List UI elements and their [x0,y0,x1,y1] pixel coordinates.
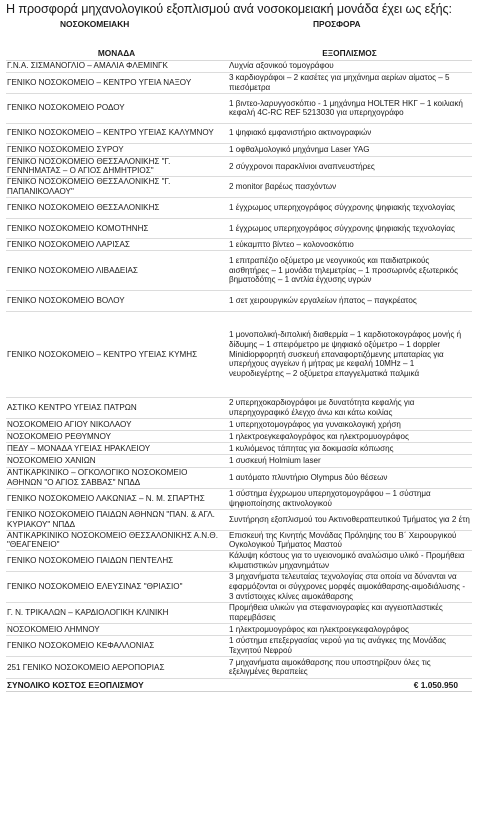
super-header-left: ΝΟΣΟΚΟΜΕΙΑΚΗ [60,19,130,29]
table-row [6,177,472,198]
equipment-cell: 1 επιτραπέζιο οξύμετρο με νεογνικούς και παιδιατρικούς αισθητήρες – 1 μονάδα τηλεμετρίας – 1 προσωρινός εξωτερικός βηματοδότης – 1 αντλία έγχυσης υγρών [227,251,472,291]
equipment-cell: 1 σετ χειρουργικών εργαλείων ήπατος – παγκρέατος [227,291,472,312]
hospital-unit-cell: ΓΕΝΙΚΟ ΝΟΣΟΚΟΜΕΙΟ ΘΕΣΣΑΛΟΝΙΚΗΣ "Γ. ΠΑΠΑΝΙΚΟΛΑΟΥ" [6,177,227,198]
hospital-unit-cell: ΓΕΝΙΚΟ ΝΟΣΟΚΟΜΕΙΟ ΚΕΦΑΛΛΟΝΙΑΣ [6,635,227,656]
equipment-cell: 2 monitor βαρέως πασχόντων [227,177,472,198]
equipment-cell: 1 σύστημα έγχρωμου υπερηχοτομογράφου – 1 σύστημα ψηφιοποίησης ακτινολογικού [227,489,472,509]
hospital-unit-cell: 251 ΓΕΝΙΚΟ ΝΟΣΟΚΟΜΕΙΟ ΑΕΡΟΠΟΡΙΑΣ [6,656,227,678]
equipment-cell: 1 σύστημα επεξεργασίας νερού για τις ανάγκες της Μονάδας Τεχνητού Νεφρού [227,635,472,656]
table-row [6,72,472,93]
table-row [6,312,472,398]
hospital-unit-cell: ΓΕΝΙΚΟ ΝΟΣΟΚΟΜΕΙΟ ΒΟΛΟΥ [6,291,227,312]
hospital-unit-cell: ΓΕΝΙΚΟ ΝΟΣΟΚΟΜΕΙΟ – ΚΕΝΤΡΟ ΥΓΕΙΑ ΝΑΞΟΥ [6,72,227,93]
hospital-unit-cell: ΑΝΤΙΚΑΡΚΙΝΙΚΟ ΝΟΣΟΚΟΜΕΙΟ ΘΕΣΣΑΛΟΝΙΚΗΣ Α.Ν.Θ. "ΘΕΑΓΕΝΕΙΟ" [6,530,227,550]
hospital-unit-cell: Γ.Ν.Α. ΣΙΣΜΑΝΟΓΛΙΟ – ΑΜΑΛΙΑ ΦΛΕΜΙΝΓΚ [6,60,227,72]
table-row [6,550,472,571]
equipment-cell: 2 υπερηχοκαρδιογράφοι με δυνατότητα κεφαλής για υπερηχογραφικό έλεγχο άνω και κάτω κοιλίας [227,398,472,419]
column-header-unit: ΜΟΝΑΔΑ [6,47,227,60]
hospital-unit-cell: ΓΕΝΙΚΟ ΝΟΣΟΚΟΜΕΙΟ ΘΕΣΣΑΛΟΝΙΚΗΣ "Γ. ΓΕΝΝΗΜΑΤΑΣ – Ο ΑΓΙΟΣ ΔΗΜΗΤΡΙΟΣ" [6,156,227,176]
table-row [6,635,472,656]
super-header-right: ΠΡΟΣΦΟΡΑ [313,19,361,29]
equipment-cell: 3 καρδιογράφοι – 2 κασέτες για μηχάνημα αερίων αίματος – 5 πιεσόμετρα [227,72,472,93]
table-row [6,509,472,530]
hospital-unit-cell: Γ. Ν. ΤΡΙΚΑΛΩΝ – ΚΑΡΔΙΟΛΟΓΙΚΗ ΚΛΙΝΙΚΗ [6,602,227,623]
hospital-unit-cell: ΓΕΝΙΚΟ ΝΟΣΟΚΟΜΕΙΟ ΡΟΔΟΥ [6,93,227,123]
table-row [6,219,472,239]
table-row [6,239,472,251]
equipment-cell: 1 ηλεκτροεγκεφαλογράφος και ηλεκτρομυογράφος [227,431,472,443]
equipment-cell: 1 μονοπολική-διπολική διαθερμία – 1 καρδιοτοκογράφος μονής ή δίδυμης – 1 σπειρόμετρο με ψηφιακό οξύμετρο – 1 doppler Minidiopφορητή συσκευή επαναφορτιζόμενης μπαταρίας για υπερήχους αγγείων ή μήτρας με κεφαλή 10MHz – 1 νευροδιεγέρτης – 2 οξύμετρα επαγγελματικά παλμικά [227,312,472,398]
hospital-unit-cell: ΑΝΤΙΚΑΡΚΙΝΙΚΟ – ΟΓΚΟΛΟΓΙΚΟ ΝΟΣΟΚΟΜΕΙΟ ΑΘΗΝΩΝ "Ο ΑΓΙΟΣ ΣΑΒΒΑΣ" ΝΠΔΔ [6,468,227,489]
equipment-cell: 1 έγχρωμος υπερηχογράφος σύγχρονης ψηφιακής τεχνολογίας [227,198,472,219]
total-row [6,678,472,691]
hospital-unit-cell: ΝΟΣΟΚΟΜΕΙΟ ΡΕΘΥΜΝΟΥ [6,431,227,443]
table-row [6,489,472,509]
hospital-unit-cell: ΓΕΝΙΚΟ ΝΟΣΟΚΟΜΕΙΟ ΣΥΡΟΥ [6,143,227,156]
table-row [6,123,472,143]
hospital-unit-cell: ΠΕΔΥ – ΜΟΝΑΔΑ ΥΓΕΙΑΣ ΗΡΑΚΛΕΙΟΥ [6,443,227,455]
table-row [6,571,472,602]
hospital-unit-cell: ΓΕΝΙΚΟ ΝΟΣΟΚΟΜΕΙΟ ΛΑΡΙΣΑΣ [6,239,227,251]
hospital-unit-cell: ΝΟΣΟΚΟΜΕΙΟ ΛΗΜΝΟΥ [6,623,227,635]
table-header-row [6,47,472,60]
table-row [6,398,472,419]
table-row [6,602,472,623]
equipment-cell: Προμήθεια υλικών για στεφανιογραφίες και αγγειοπλαστικές παρεμβάσεις [227,602,472,623]
table-row [6,93,472,123]
hospital-unit-cell: ΓΕΝΙΚΟ ΝΟΣΟΚΟΜΕΙΟ – ΚΕΝΤΡΟ ΥΓΕΙΑΣ ΚΥΜΗΣ [6,312,227,398]
table-row [6,455,472,468]
equipment-cell: 1 υπερηχοτομογράφος για γυναικολογική χρήση [227,419,472,431]
equipment-cell: 3 μηχανήματα τελευταίας τεχνολογίας στα οποία να δύνανται να εφαρμόζονται οι σύγχρονες μορφές αιμοκάθαρσης-αιμοδιάλυσης - 3 αντίστοιχες κλίνες αιμοκάθαρσης [227,571,472,602]
table-row [6,656,472,678]
hospital-unit-cell: ΓΕΝΙΚΟ ΝΟΣΟΚΟΜΕΙΟ ΘΕΣΣΑΛΟΝΙΚΗΣ [6,198,227,219]
table-row [6,251,472,291]
hospital-unit-cell: ΓΕΝΙΚΟ ΝΟΣΟΚΟΜΕΙΟ ΠΑΙΔΩΝ ΑΘΗΝΩΝ "ΠΑΝ. & ΑΓΛ. ΚΥΡΙΑΚΟΥ" ΝΠΔΔ [6,509,227,530]
hospital-unit-cell: ΓΕΝΙΚΟ ΝΟΣΟΚΟΜΕΙΟ ΠΑΙΔΩΝ ΠΕΝΤΕΛΗΣ [6,550,227,571]
equipment-cell: 1 βιντεο-λαρυγγοσκόπιο - 1 μηχάνημα HOLTER ΗΚΓ – 1 κοιλιακή κεφαλή 4C-RC REF 5213030 για υπερηχογράφο [227,93,472,123]
hospital-unit-cell: ΑΣΤΙΚΟ ΚΕΝΤΡΟ ΥΓΕΙΑΣ ΠΑΤΡΩΝ [6,398,227,419]
total-value: € 1.050.950 [227,678,472,691]
table-row [6,60,472,72]
table-row [6,623,472,635]
column-header-equipment: ΕΞΟΠΛΙΣΜΟΣ [227,47,472,60]
hospital-unit-cell: ΓΕΝΙΚΟ ΝΟΣΟΚΟΜΕΙΟ ΛΑΚΩΝΙΑΣ – Ν. Μ. ΣΠΑΡΤΗΣ [6,489,227,509]
table-row [6,530,472,550]
equipment-cell: 1 αυτόματο πλυντήριο Olympus δύο θέσεων [227,468,472,489]
table-row [6,156,472,176]
table-body [6,60,472,678]
hospital-unit-cell: ΓΕΝΙΚΟ ΝΟΣΟΚΟΜΕΙΟ ΚΟΜΟΤΗΝΗΣ [6,219,227,239]
hospital-unit-cell: ΓΕΝΙΚΟ ΝΟΣΟΚΟΜΕΙΟ ΕΛΕΥΣΙΝΑΣ "ΘΡΙΑΣΙΟ" [6,571,227,602]
intro-text: Η προσφορά μηχανολογικού εξοπλισμού ανά νοσοκομειακή μονάδα έχει ως εξής: [6,2,452,16]
hospital-unit-cell: ΓΕΝΙΚΟ ΝΟΣΟΚΟΜΕΙΟ – ΚΕΝΤΡΟ ΥΓΕΙΑΣ ΚΑΛΥΜΝΟΥ [6,123,227,143]
table-row [6,443,472,455]
equipment-cell: Λυχνία αξονικού τομογράφου [227,60,472,72]
equipment-cell: 2 σύγχρονοι παρακλίνιοι αναπνευστήρες [227,156,472,176]
table-row [6,143,472,156]
total-label: ΣΥΝΟΛΙΚΟ ΚΟΣΤΟΣ ΕΞΟΠΛΙΣΜΟΥ [6,678,227,691]
equipment-cell: Κάλυψη κόστους για το υγειονομικό αναλώσιμο υλικό - Προμήθεια κλιματιστικών μηχανημάτων [227,550,472,571]
table-row [6,431,472,443]
equipment-cell: 1 συσκευή Holmium laser [227,455,472,468]
equipment-cell: Συντήρηση εξοπλισμού του Ακτινοθεραπευτικού Τμήματος για 2 έτη [227,509,472,530]
equipment-cell: 1 έγχρωμος υπερηχογράφος σύγχρονης ψηφιακής τεχνολογίας [227,219,472,239]
hospital-unit-cell: ΓΕΝΙΚΟ ΝΟΣΟΚΟΜΕΙΟ ΛΙΒΑΔΕΙΑΣ [6,251,227,291]
table-row [6,419,472,431]
equipment-cell: 1 κυλιόμενος τάπητας για δοκιμασία κόπωσης [227,443,472,455]
table-row [6,468,472,489]
equipment-cell: 1 ψηφιακό εμφανιστήριο ακτινογραφιών [227,123,472,143]
table-super-header [0,17,477,31]
equipment-cell: 1 ηλεκτρομυογράφος και ηλεκτροεγκεφαλογράφος [227,623,472,635]
table-row [6,198,472,219]
equipment-cell: 1 οφθαλμολογικό μηχάνημα Laser YAG [227,143,472,156]
table-row [6,291,472,312]
equipment-cell: 1 εύκαμπτο βίντεο – κολονοσκόπιο [227,239,472,251]
equipment-table [6,47,472,692]
equipment-cell: 7 μηχανήματα αιμοκάθαρσης που υποστηρίζουν όλες τις εξελιγμένες θεραπείες [227,656,472,678]
hospital-unit-cell: ΝΟΣΟΚΟΜΕΙΟ ΑΓΙΟΥ ΝΙΚΟΛΑΟΥ [6,419,227,431]
equipment-cell: Επισκευή της Κινητής Μονάδας Πρόληψης του Β΄ Χειρουργικού Ογκολογικού Τμήματος Μαστού [227,530,472,550]
hospital-unit-cell: ΝΟΣΟΚΟΜΕΙΟ ΧΑΝΙΩΝ [6,455,227,468]
